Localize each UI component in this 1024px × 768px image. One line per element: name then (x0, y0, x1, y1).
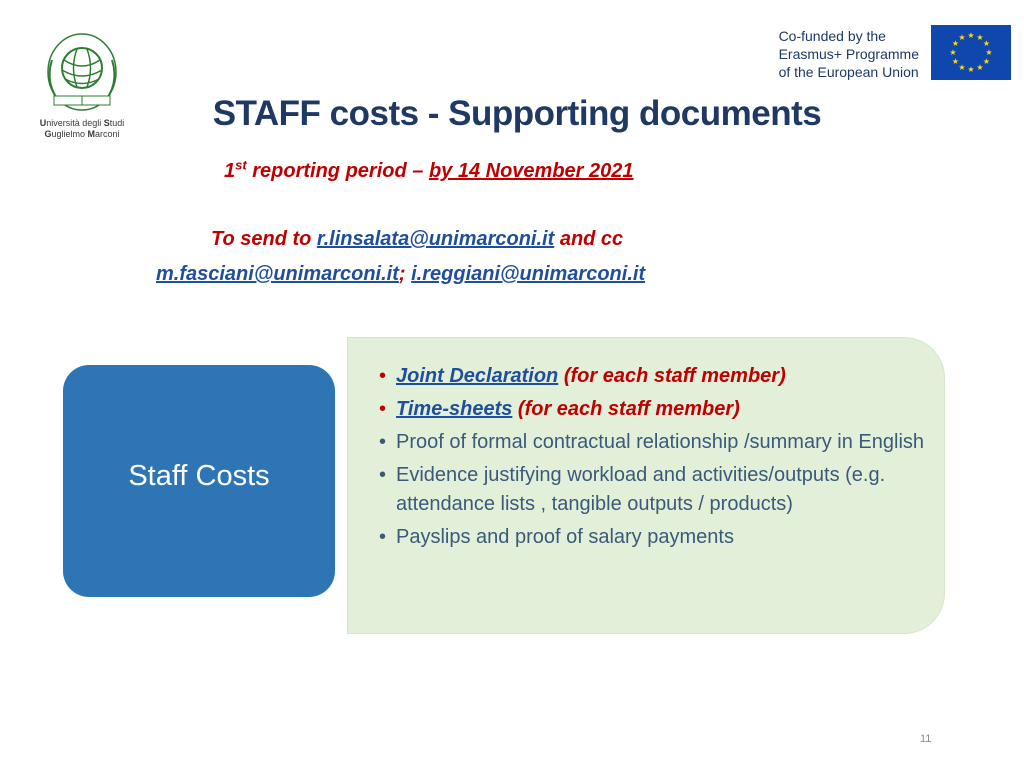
svg-text:★: ★ (951, 39, 960, 48)
svg-text:★: ★ (982, 57, 991, 66)
list-item: • Evidence justifying workload and activities/outputs (e.g. attendance lists , tangible outputs / products) (379, 461, 939, 518)
email-link-linsalata[interactable]: r.linsalata@unimarconi.it (316, 228, 555, 250)
erasmus-logo (655, 20, 1015, 90)
page-number: 11 (920, 733, 932, 745)
svg-text:★: ★ (951, 57, 960, 66)
list-item: • Proof of formal contractual relationship /summary in English (379, 428, 939, 457)
list-item: • Time-sheets (for each staff member) (379, 395, 939, 424)
email-link-reggiani[interactable]: i.reggiani@unimarconi.it (411, 263, 646, 285)
erasmus-caption: Co-funded by the Erasmus+ Programme of the European Union (778, 28, 919, 80)
documents-list (379, 362, 939, 556)
cc-line: m.fasciani@unimarconi.it; i.reggiani@unimarconi.it (156, 263, 646, 285)
svg-text:★: ★ (982, 39, 991, 48)
eu-flag-icon (931, 25, 1011, 80)
deadline: by 14 November 2021 (428, 160, 634, 182)
time-sheets-link[interactable]: Time-sheets (396, 398, 513, 420)
list-item: • Payslips and proof of salary payments (379, 523, 939, 552)
svg-text:★: ★ (976, 33, 984, 42)
page-title: STAFF costs - Supporting documents (212, 94, 822, 133)
svg-text:★: ★ (967, 31, 975, 40)
svg-text:★: ★ (958, 33, 966, 42)
university-name: Università degli Studi Guglielmo Marconi (39, 118, 125, 139)
category-box (63, 365, 335, 597)
send-to-line: To send to r.linsalata@unimarconi.it and cc (211, 228, 624, 250)
email-link-fasciani[interactable]: m.fasciani@unimarconi.it (156, 263, 399, 285)
reporting-period: 1st reporting period – by 14 November 2021 (224, 157, 634, 182)
svg-text:★: ★ (985, 48, 993, 57)
category-label: Staff Costs (128, 460, 270, 492)
svg-text:★: ★ (976, 63, 984, 72)
documents-box (348, 338, 944, 633)
list-item: • Joint Declaration (for each staff member) (379, 362, 939, 391)
svg-text:★: ★ (967, 65, 975, 74)
svg-text:★: ★ (958, 63, 966, 72)
joint-declaration-link[interactable]: Joint Declaration (396, 365, 559, 387)
svg-text:★: ★ (949, 48, 957, 57)
